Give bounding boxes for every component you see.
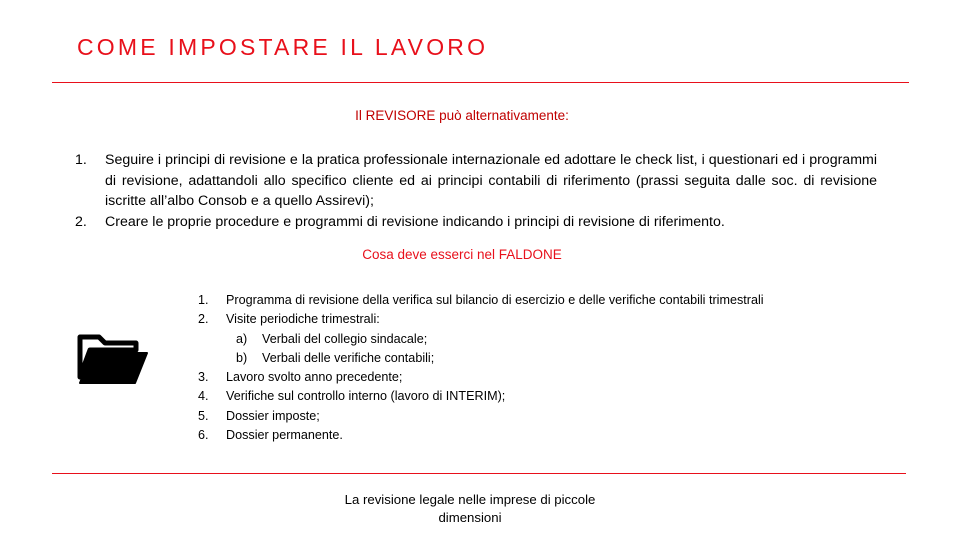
list-item-text: Dossier permanente.	[226, 428, 343, 443]
footer-line: La revisione legale nelle imprese di piccole	[344, 492, 596, 507]
list-item	[198, 291, 898, 310]
list-item	[75, 212, 877, 233]
list-number: 1.	[198, 293, 209, 307]
list-item-text: Programma di revisione della verifica sul bilancio di esercizio e delle verifiche contabili trimestrali	[226, 293, 764, 307]
list-item	[198, 387, 898, 406]
sub-list-item	[226, 349, 898, 368]
list-number: 4.	[198, 389, 209, 404]
footer-caption	[300, 491, 640, 527]
folder-icon	[77, 333, 149, 385]
list-item-text: Verifiche sul controllo interno (lavoro di INTERIM);	[226, 389, 506, 404]
sub-list-item-text: Verbali del collegio sindacale;	[262, 331, 428, 346]
list-number: 1.	[75, 152, 87, 168]
list-item	[198, 310, 898, 368]
sub-list-letter: b)	[236, 350, 248, 365]
list-number: 2.	[198, 312, 209, 327]
visite-sub-list	[226, 330, 898, 369]
faldone-list	[198, 291, 898, 445]
list-item-text: Dossier imposte;	[226, 408, 320, 423]
list-number: 5.	[198, 408, 209, 423]
revisore-options-list	[75, 150, 877, 232]
sub-list-letter: a)	[236, 331, 248, 346]
list-item	[198, 426, 898, 445]
page-title: COME IMPOSTARE IL LAVORO	[77, 34, 489, 60]
sub-list-item	[226, 330, 898, 349]
list-item	[198, 368, 898, 387]
list-number: 6.	[198, 428, 209, 443]
list-item	[75, 150, 877, 212]
list-item	[198, 407, 898, 426]
list-item-text: Creare le proprie procedure e programmi di revisione indicando i principi di revisione di riferimento.	[105, 213, 725, 230]
revisore-heading: Il REVISORE può alternativamente:	[355, 108, 569, 123]
list-item-text: Seguire i principi di revisione e la pratica professionale internazionale ed adottare le check list, i questionari ed i programmi di revisione, adattandoli allo specifico cliente ed ai principi contabili di riferimento (prassi seguita dalle soc. di revisione iscritte all’albo Consob e a quello Assirevi);	[105, 152, 877, 210]
list-number: 2.	[75, 213, 87, 230]
faldone-heading: Cosa deve esserci nel FALDONE	[362, 247, 562, 262]
list-item-text: Lavoro svolto anno precedente;	[226, 370, 403, 385]
top-divider	[52, 82, 909, 83]
list-number: 3.	[198, 370, 209, 385]
list-item-text: Visite periodiche trimestrali:	[226, 312, 380, 327]
bottom-divider	[52, 473, 906, 474]
sub-list-item-text: Verbali delle verifiche contabili;	[262, 350, 435, 365]
footer-line: dimensioni	[438, 510, 502, 525]
